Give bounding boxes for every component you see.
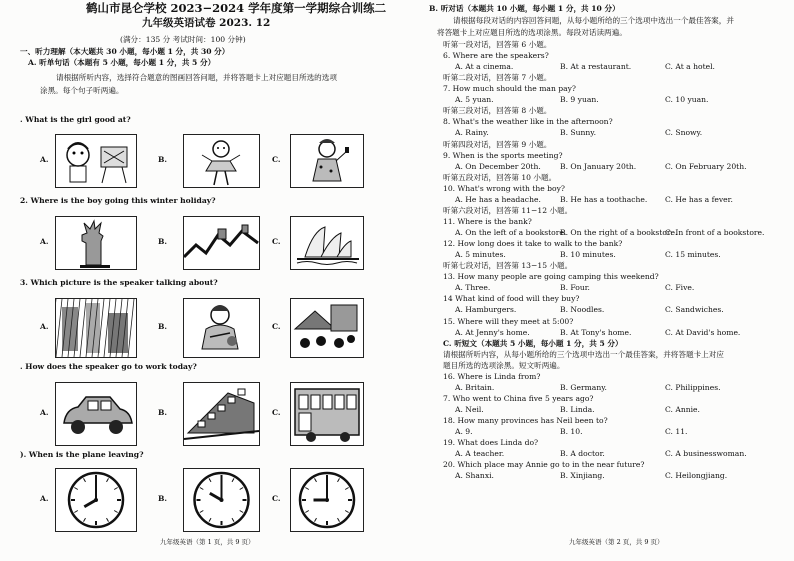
option-label-1-b[interactable]: B.: [158, 155, 168, 164]
answer-option-b[interactable]: B. Sunny.: [560, 128, 596, 138]
answer-option-b[interactable]: B. Germany.: [560, 382, 607, 392]
section-heading: C. 听短文（本题共 5 小题，每小题 1 分，共 5 分）: [443, 338, 623, 348]
option-label-1-c[interactable]: C.: [272, 155, 281, 164]
answer-option-c[interactable]: C. He has a fever.: [665, 194, 733, 204]
option-label-4-a[interactable]: A.: [40, 408, 49, 417]
answer-option-a[interactable]: A. He has a headache.: [455, 194, 541, 204]
statue-of-liberty-icon[interactable]: [55, 216, 137, 270]
answer-option-c[interactable]: C. Five.: [665, 283, 695, 293]
clock-icon[interactable]: [290, 468, 364, 532]
answer-option-a[interactable]: A. A teacher.: [455, 449, 505, 459]
answer-option-a[interactable]: A. On the left of a bookstore.: [455, 228, 567, 238]
answer-option-c[interactable]: C. On February 20th.: [665, 161, 747, 171]
clock-icon[interactable]: [183, 468, 260, 532]
listening-note: 听第六段对话，回答第 11−12 小题。: [443, 205, 573, 215]
listening-note: 听第五段对话，回答第 10 小题。: [443, 172, 557, 182]
instructions-line2: 涂黑。每个句子听两遍。: [40, 86, 124, 95]
answer-option-c[interactable]: C. At a hotel.: [665, 62, 715, 72]
answer-option-a[interactable]: A. Rainy.: [455, 128, 489, 138]
score-info: (满分：135 分 考试时间：100 分钟): [120, 35, 246, 44]
answer-option-b[interactable]: B. Xinjiang.: [560, 471, 605, 481]
partB-instructions-line1: 请根据每段对话的内容回答问题，从每小题所给的三个选项中选出一个最佳答案，并: [453, 16, 734, 25]
answer-option-c[interactable]: C. 11.: [665, 427, 688, 437]
option-label-3-c[interactable]: C.: [272, 322, 281, 331]
question-text: 7. Who went to China five 5 years ago?: [443, 393, 594, 403]
question-text: 11. Where is the bank?: [443, 216, 532, 226]
exam-title: 鹤山市昆仑学校 2023−2024 学年度第一学期综合训练二: [86, 1, 387, 15]
answer-option-b[interactable]: B. At a restaurant.: [560, 62, 632, 72]
answer-option-c[interactable]: C. 15 minutes.: [665, 250, 721, 260]
answer-option-b[interactable]: B. On January 20th.: [560, 161, 637, 171]
question-text: 12. How long does it take to walk to the bank?: [443, 239, 623, 249]
answer-option-a[interactable]: A. Britain.: [455, 382, 495, 392]
option-label-5-a[interactable]: A.: [40, 494, 49, 503]
listening-note: 听第一段对话，回答第 6 小题。: [443, 40, 552, 49]
answer-option-a[interactable]: A. Shanxi.: [455, 471, 494, 481]
answer-option-b[interactable]: B. At Tony's home.: [560, 327, 632, 337]
answer-option-b[interactable]: B. Four.: [560, 283, 590, 293]
train-icon[interactable]: [183, 382, 260, 446]
question-4-text: . How does the speaker go to work today?: [20, 362, 197, 371]
part1-heading: 一、听力理解（本大题共 30 小题，每小题 1 分，共 30 分）: [20, 47, 230, 56]
question-text: 8. What's the weather like in the afternoon?: [443, 117, 613, 127]
sectionA-heading: A. 听单句话（本题有 5 小题，每小题 1 分，共 5 分）: [28, 58, 216, 67]
exam-subtitle: 九年级英语试卷 2023. 12: [142, 17, 271, 29]
question-text: 18. How many provinces has Neil been to?: [443, 416, 608, 426]
answer-option-c[interactable]: C. Philippines.: [665, 382, 721, 392]
question-text: 19. What does Linda do?: [443, 438, 539, 448]
listening-note: 请根据所听内容，从每小题所给的三个选项中选出一个最佳答案，并将答题卡上对应: [443, 349, 724, 359]
car-icon[interactable]: [55, 382, 137, 446]
answer-option-b[interactable]: B. Linda.: [560, 404, 595, 414]
question-text: 7. How much should the man pay?: [443, 84, 577, 94]
answer-option-a[interactable]: A. At Jenny's home.: [455, 327, 530, 337]
great-wall-icon[interactable]: [183, 216, 260, 270]
answer-option-c[interactable]: C. Annie.: [665, 404, 700, 414]
answer-option-a[interactable]: A. At a cinema.: [455, 62, 514, 72]
rainy-street-icon[interactable]: [55, 298, 137, 358]
answer-option-b[interactable]: B. 9 yuan.: [560, 95, 599, 105]
question-text: 6. Where are the speakers?: [443, 51, 549, 61]
option-label-5-c[interactable]: C.: [272, 494, 281, 503]
answer-option-b[interactable]: B. 10.: [560, 427, 583, 437]
question-text: 10. What's wrong with the boy?: [443, 183, 565, 193]
answer-option-a[interactable]: A. Hamburgers.: [455, 305, 517, 315]
answer-option-a[interactable]: A. 5 yuan.: [455, 95, 494, 105]
option-label-5-b[interactable]: B.: [158, 494, 168, 503]
sydney-opera-house-icon[interactable]: [290, 216, 364, 270]
bus-icon[interactable]: [290, 382, 364, 446]
exam-page-2: [397, 0, 794, 561]
listening-note: 听第四段对话，回答第 9 小题。: [443, 139, 552, 149]
option-label-2-c[interactable]: C.: [272, 237, 281, 246]
answer-option-a[interactable]: A. Neil.: [455, 404, 484, 414]
girl-ballet-dancer-icon[interactable]: [183, 134, 260, 188]
option-label-1-a[interactable]: A.: [40, 155, 49, 164]
question-text: 15. Where will they meet at 5:00?: [443, 316, 574, 326]
option-label-2-b[interactable]: B.: [158, 237, 168, 246]
question-text: 14 What kind of food will they buy?: [443, 294, 580, 304]
listening-note: 听第七段对话，回答第 13−15 小题。: [443, 261, 573, 271]
partB-instructions-line2: 将答题卡上对应题目所选的选项涂黑。每段对话读两遍。: [437, 28, 627, 37]
crowd-rooftop-icon[interactable]: [290, 298, 364, 358]
option-label-3-b[interactable]: B.: [158, 322, 168, 331]
answer-option-a[interactable]: A. Three.: [455, 283, 491, 293]
girl-knitting-icon[interactable]: [183, 298, 260, 358]
answer-option-b[interactable]: B. 10 minutes.: [560, 250, 616, 260]
question-5-text: ). When is the plane leaving?: [20, 450, 144, 459]
answer-option-b[interactable]: B. He has a toothache.: [560, 194, 648, 204]
answer-option-c[interactable]: C. In front of a bookstore.: [665, 228, 765, 238]
option-label-4-c[interactable]: C.: [272, 408, 281, 417]
question-text: 20. Which place may Annie go to in the near future?: [443, 460, 645, 470]
answer-option-a[interactable]: A. 9.: [455, 427, 473, 437]
answer-option-b[interactable]: B. Noodles.: [560, 305, 605, 315]
question-3-text: 3. Which picture is the speaker talking about?: [20, 278, 218, 287]
question-text: 16. Where is Linda from?: [443, 371, 541, 381]
listening-note: 题目所选的选项涂黑。短文听两遍。: [443, 360, 565, 370]
option-label-2-a[interactable]: A.: [40, 237, 49, 246]
answer-option-c[interactable]: C. A businesswoman.: [665, 449, 747, 459]
girl-singing-icon[interactable]: [290, 134, 364, 188]
clock-icon[interactable]: [55, 468, 137, 532]
question-text: 9. When is the sports meeting?: [443, 150, 563, 160]
answer-option-c[interactable]: C. At David's home.: [665, 327, 741, 337]
listening-note: 听第二段对话，回答第 7 小题。: [443, 73, 552, 83]
answer-option-b[interactable]: B. On the right of a bookstore.: [560, 228, 678, 238]
listening-note: 听第三段对话，回答第 8 小题。: [443, 106, 552, 116]
page-footer-right: 九年级英语（第 2 页，共 9 页）: [569, 538, 664, 546]
answer-option-c[interactable]: C. 10 yuan.: [665, 95, 709, 105]
option-label-4-b[interactable]: B.: [158, 408, 168, 417]
question-1-text: . What is the girl good at?: [20, 115, 131, 124]
answer-option-c[interactable]: C. Heilongjiang.: [665, 471, 728, 481]
question-text: 13. How many people are going camping this weekend?: [443, 272, 659, 282]
answer-option-a[interactable]: A. 5 minutes.: [455, 250, 506, 260]
partB-heading: B. 听对话（本题共 10 小题，每小题 1 分，共 10 分）: [429, 4, 620, 13]
instructions-line1: 请根据所听内容，选择符合题意的图画回答问题，并将答题卡上对应题目所选的选项: [56, 73, 337, 82]
page-footer-left: 九年级英语（第 1 页，共 9 页）: [160, 538, 255, 546]
answer-option-a[interactable]: A. On December 20th.: [455, 161, 541, 171]
answer-option-c[interactable]: C. Snowy.: [665, 128, 703, 138]
answer-option-c[interactable]: C. Sandwiches.: [665, 305, 724, 315]
question-2-text: 2. Where is the boy going this winter holiday?: [20, 196, 216, 205]
girl-reading-icon[interactable]: [55, 134, 137, 188]
answer-option-b[interactable]: B. A doctor.: [560, 449, 605, 459]
option-label-3-a[interactable]: A.: [40, 322, 49, 331]
